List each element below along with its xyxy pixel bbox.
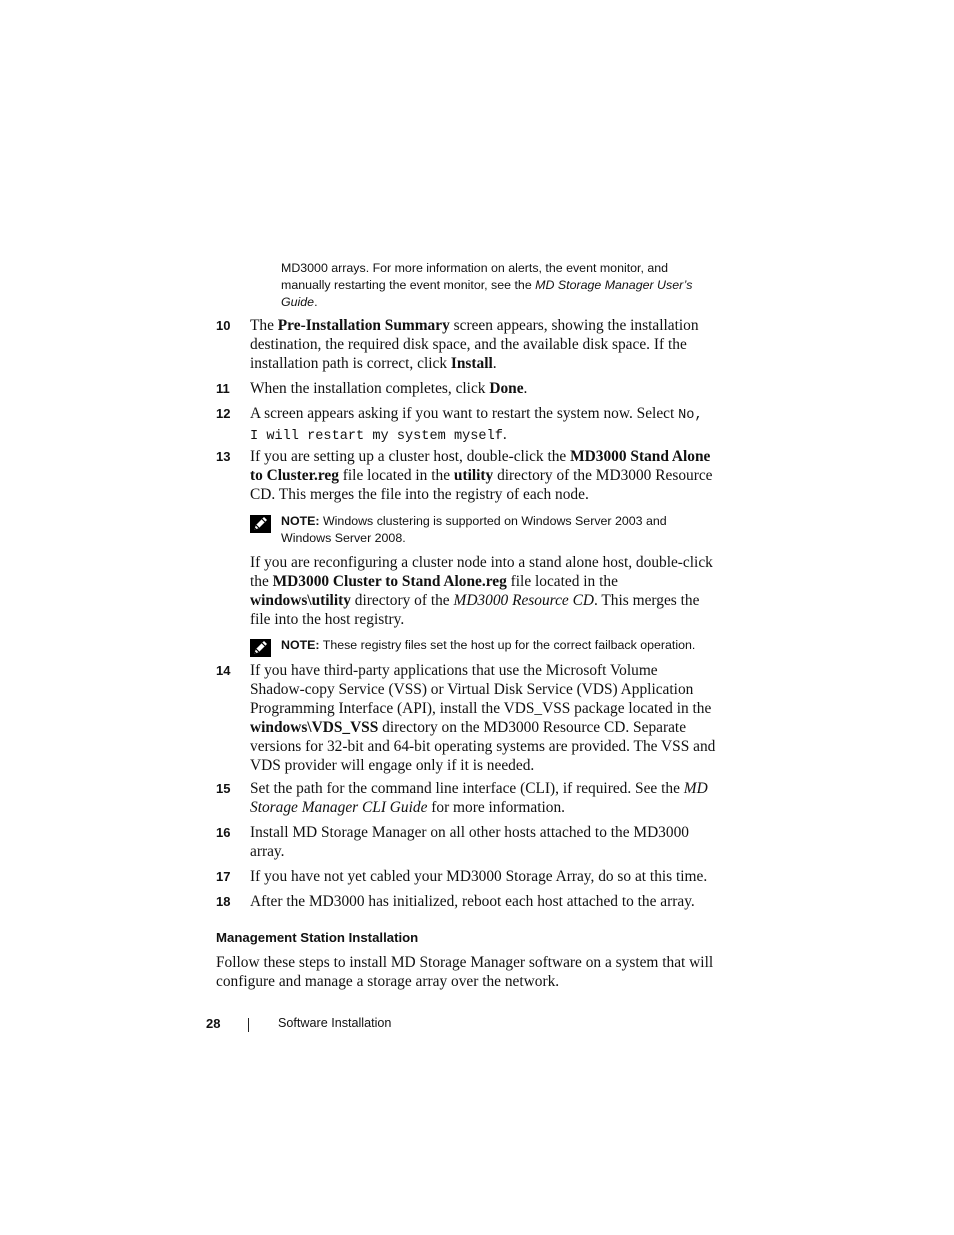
- step-number: 15: [216, 781, 231, 796]
- note-continuation-line: MD3000 arrays. For more information on alerts, the event monitor, and: [281, 261, 669, 275]
- section-body: Follow these steps to install MD Storage Manager software on a system that will configure and manage a storage array over the network.: [216, 954, 714, 990]
- step-text: When the installation completes, click Done.: [250, 380, 528, 397]
- reconfig-paragraph: If you are reconfiguring a cluster node into a stand alone host, double-click the MD3000 Cluster to Stand Alone.reg file located in the windows\utility directory of the MD3000 Resource CD. This merges the file into the host registry.: [250, 554, 713, 628]
- note-text: NOTE: Windows clustering is supported on Windows Server 2003 and Windows Server 2008.: [281, 514, 667, 545]
- footer-title: Software Installation: [278, 1016, 392, 1030]
- step-17: [216, 867, 716, 886]
- page-number: 28: [206, 1016, 221, 1031]
- step-11: [216, 379, 716, 398]
- step-text: After the MD3000 has initialized, reboot each host attached to the array.: [250, 893, 695, 910]
- section-heading: Management Station Installation: [216, 930, 419, 945]
- note-registry: [250, 637, 716, 654]
- step-text: Install MD Storage Manager on all other hosts attached to the MD3000 array.: [250, 824, 689, 860]
- step-16: [216, 823, 716, 861]
- step-13: [216, 447, 716, 504]
- step-18: [216, 892, 716, 911]
- note-clustering: [250, 513, 716, 547]
- note-continuation-line: manually restarting the event monitor, see the MD Storage Manager User’s: [281, 278, 693, 292]
- footer-divider: [248, 1018, 249, 1032]
- step-number: 18: [216, 894, 231, 909]
- code-text: No, I will restart my system myself: [250, 408, 703, 444]
- note-label: NOTE:: [281, 514, 320, 528]
- step-text: Set the path for the command line interface (CLI), if required. See the MD Storage Manager CLI Guide for more information.: [250, 780, 708, 816]
- step-text: The Pre-Installation Summary screen appears, showing the installation destination, the required disk space, and the available disk space. If the installation path is correct, click Install.: [250, 317, 699, 372]
- step-number: 11: [216, 381, 230, 396]
- step-12: [216, 404, 716, 446]
- step-number: 13: [216, 449, 231, 464]
- step-text: If you have not yet cabled your MD3000 Storage Array, do so at this time.: [250, 868, 708, 885]
- step-number: 12: [216, 406, 231, 421]
- note-pencil-icon: [250, 515, 271, 533]
- note-continuation-line: Guide.: [281, 295, 318, 309]
- note-label: NOTE:: [281, 638, 320, 652]
- note-pencil-icon: [250, 639, 271, 657]
- step-number: 10: [216, 318, 231, 333]
- step-text: A screen appears asking if you want to restart the system now. Select No, I will restart my system myself.: [250, 405, 703, 444]
- step-text: If you are setting up a cluster host, double-click the MD3000 Stand Alone to Cluster.reg file located in the utility directory of the MD3000 Resource CD. This merges the file into the registry of each node.: [250, 448, 713, 503]
- note-text: NOTE: These registry files set the host up for the correct failback operation.: [281, 638, 696, 652]
- step-number: 17: [216, 869, 231, 884]
- note-continuation: [281, 260, 721, 311]
- step-10: [216, 316, 716, 373]
- step-14: [216, 661, 716, 775]
- step-15: [216, 779, 716, 817]
- step-number: 14: [216, 663, 231, 678]
- step-text: If you have third-party applications that use the Microsoft Volume Shadow-copy Service (VSS) or Virtual Disk Service (VDS) Application Programming Interface (API), install the VDS_VSS package located in the windows\VDS_VSS directory on the MD3000 Resource CD. Separate versions for 32-bit and 64-bit operating systems are provided. The VSS and VDS provider will engage only if it is needed.: [250, 662, 716, 774]
- step-number: 16: [216, 825, 231, 840]
